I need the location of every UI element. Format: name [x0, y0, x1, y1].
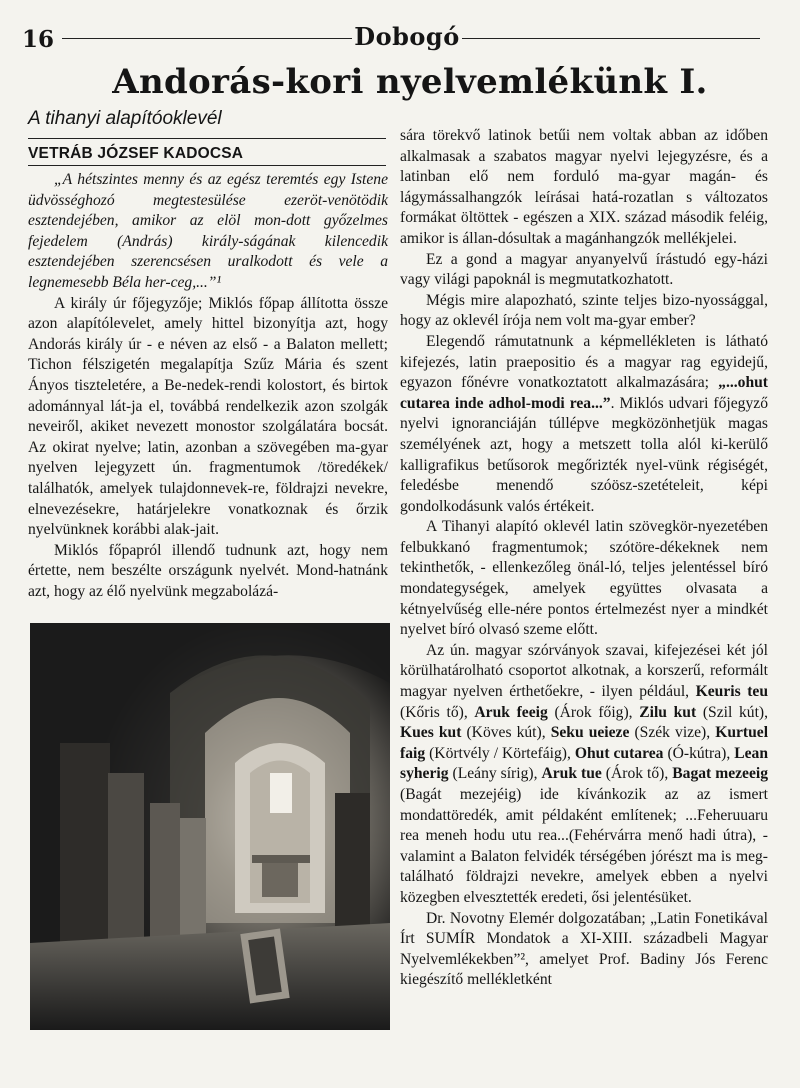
- paragraph: Mégis mire alapozható, szinte teljes bizo-nyossággal, hogy az oklevél írója nem volt ma-gyar ember?: [400, 291, 768, 330]
- left-column: [28, 170, 388, 602]
- paragraph: Miklós főpapról illendő tudnunk azt, hogy nem értette, nem beszélte országunk nyelvét. Mond-hatnánk azt, hogy az élő nyelvünk megzabolázá-: [28, 541, 388, 600]
- page-number: 16: [22, 26, 55, 53]
- paragraph: Ez a gond a magyar anyanyelvű írástudó egy-házi vagy világi papoknál is megmutatkozhatott.: [400, 250, 768, 289]
- term-modern: (Köves kút),: [466, 724, 546, 742]
- term-old: Zilu kut: [639, 703, 697, 721]
- paragraph-text: ide kívánkozik az az ismert mondattöredék, amit példaként említenek; ...Feheruuaru rea meneh hodu utu rea...(Fehérvárra menő hadi útra), - valamint a Balaton felvidék térségében jórészt ma is meg-található földrajzi nevekre, amelyek ebben a nyelvi közegben elvesztették eredeti, ősi jelentésüket.: [400, 786, 768, 906]
- crypt-illustration: [30, 623, 390, 1030]
- article-title: Andorás-kori nyelvemlékünk I.: [112, 62, 708, 102]
- header-rule-left: [62, 38, 352, 39]
- paragraph: A király úr főjegyzője; Miklós főpap állította össze azon alapítólevelet, amely hittel bizonyítja azt, hogy Andorás király úr - e néven az első - a Balaton mellett; Tichon félszigetén megalapítja Szűz Mária és szent Ányos tiszteletére, a Be-nedek-rendi kolostort, és birtok adománnyal lát-ja el, továbbá rendelkezik azon szolgák neveiről, akiket nevezett monostor szolgálatára bocsát. Az okirat nyelve; latin, azonban a szövegében ma-gyar nyelven lejegyzett ún. fragmentumok /töredékek/ találhatók, amelyek tulajdonnevek-re, földrajzi nevekre, elnevezésekre, határjelekre vonatkoznak és őrzik nyelvünknek korábbi alak-jait.: [28, 294, 388, 539]
- abbey-crypt-photo: [30, 623, 390, 1030]
- header-rule-right: [462, 38, 760, 39]
- author-byline: VETRÁB JÓZSEF KADOCSA: [28, 145, 244, 162]
- term-old: Keuris teu: [695, 683, 769, 701]
- term-modern: (Árok főig),: [554, 703, 633, 721]
- bold-quote: „...ohut cutarea inde adhol-modi rea...”: [400, 374, 768, 412]
- masthead: Dobogó: [354, 22, 460, 51]
- term-old: Kues kut: [400, 724, 462, 742]
- term-modern: (Szil kút),: [702, 703, 768, 721]
- term-modern: (Kőris tő),: [400, 703, 468, 721]
- paragraph-text: Az ún. magyar szórványok szavai, kifejezései két jól körülhatárolható csoportot alkotnak, a korszerű, reformált magyar nyelven érthetőekre, - ilyen például,: [400, 641, 768, 701]
- term-old: Aruk tue: [541, 765, 602, 783]
- paragraph-text: . Miklós udvari főjegyző nyelvi ignoranciáján túllépve megközönhetjük magas személyének azt, hogy a metszett tolla alól ki-kerülő kalligrafikus betűsorok megőrizték nyel-vünk régiségét, feledésbe menendő szóösz-szetételeit, képi gondolkodásunk valós értékeit.: [400, 394, 768, 515]
- term-modern: (Szék vize),: [634, 724, 711, 742]
- term-old: Aruk feeig: [474, 703, 548, 721]
- paragraph: Dr. Novotny Elemér dolgozatában; „Latin Fonetikával Írt SUMÍR Mondatok a XI-XIII. századbeli Magyar Nyelvemlékekben”², amelyet Prof. Badiny Jós Ferenc kiegészítő mellékletként: [400, 909, 768, 989]
- term-modern: (Ó-kútra),: [667, 744, 731, 762]
- term-modern: (Leány sírig),: [452, 765, 538, 783]
- term-modern: (Körtvély / Körtefáig),: [429, 744, 571, 762]
- right-column: [400, 126, 768, 991]
- term-modern: (Bagát mezejéig): [400, 786, 522, 803]
- subtitle-rule: [28, 138, 386, 139]
- term-old: Seku ueieze: [550, 724, 630, 742]
- term-old: Ohut cutarea: [574, 744, 664, 762]
- term-old: Bagat mezeeig: [672, 765, 769, 783]
- term-modern: (Árok tő),: [605, 765, 669, 783]
- author-rule: [28, 165, 386, 166]
- paragraph: A Tihanyi alapító oklevél latin szövegkör-nyezetében felbukkanó fragmentumok; szótöre-dékeknek nem tekinthetők, - ellenkezőleg önál-ló, teljes jelentéssel bíró mondategységek, amelyek együttes olvasata a kétnyelvűség elle-nére pontos értelmezést nyer a mindkét nyelvet bíró olvasó szeme előtt.: [400, 518, 768, 639]
- paragraph: sára törekvő latinok betűi nem voltak abban az időben alkalmasak a szabatos magyar nyelvi lejegyzésre, és a latinban elő nem forduló ma-gyar magán- és lágymássalhangzók leírásai hatá-rozatlan s változatos formákat öltöttek - egészen a XIX. század második feléig, amikor is állan-dósultak a magánhangzók mellékjelei.: [400, 127, 768, 247]
- term-old: Lean syherig: [400, 744, 768, 783]
- article-subtitle: A tihanyi alapítóoklevél: [28, 108, 222, 129]
- paragraph-with-quote: [400, 332, 768, 517]
- term-old: Kurtuel faig: [400, 724, 769, 762]
- page-header: [22, 22, 760, 52]
- opening-quote: „A hétszintes menny és az egész teremtés egy Istene üdvösséghozó megtestesülése ezeröt-venötödik esztendejében, amikor az elöl mon-dott győzelmes fejedelem (András) király-ságának kilencedik esztendejében szerencsésen uralkodott és vele a legnemesebb Béla her-ceg,...”¹: [28, 171, 388, 291]
- terms-paragraph: [400, 641, 768, 909]
- paragraph-text: Elegendő rámutatnunk a képmellékleten is látható kifejezés, latin praepositio és a magyar rag egyidejű, egyazon főnévre vonatkoztatott alkalmazására;: [400, 332, 768, 392]
